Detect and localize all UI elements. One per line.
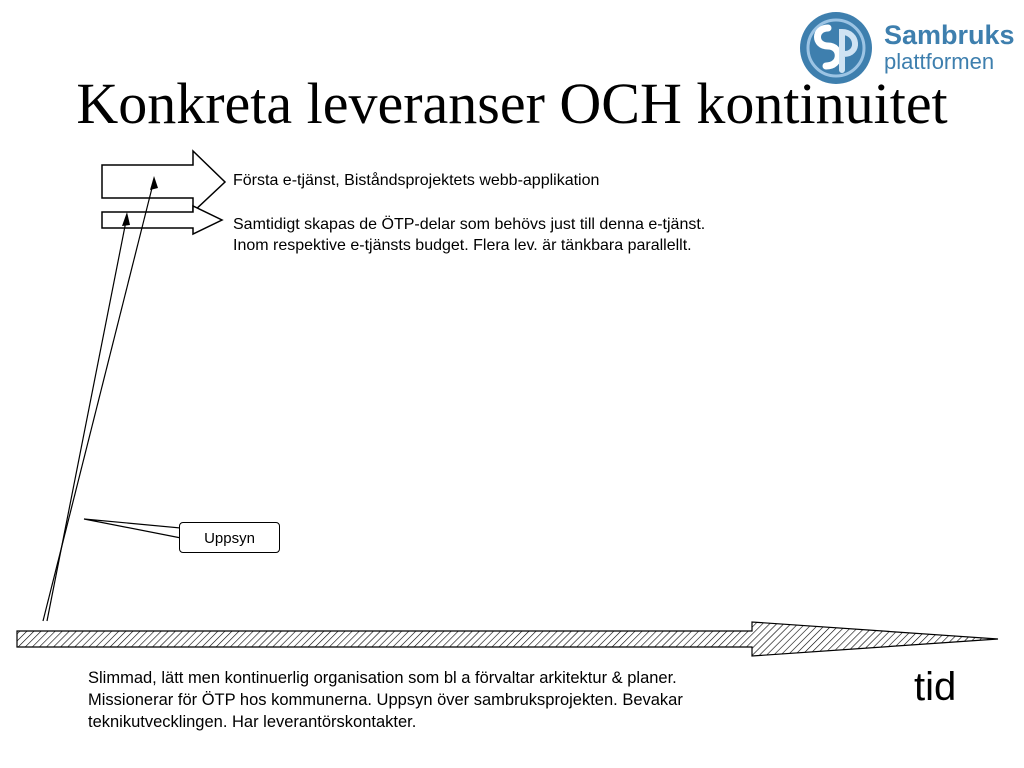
timeline-arrow	[17, 622, 998, 656]
block-arrow-first-service	[102, 151, 225, 212]
otp-parts-line-2: Inom respektive e-tjänsts budget. Flera lev. är tänkbara parallellt.	[233, 237, 692, 254]
callout-pointer	[84, 519, 181, 538]
timeline-label: tid	[914, 665, 957, 709]
slide-title: Konkreta leveranser OCH kontinuitet	[76, 71, 948, 136]
organisation-description: Slimmad, lätt men kontinuerlig organisation som bl a förvaltar arkitektur & planer. Missionerar för ÖTP hos kommunerna. Uppsyn över sambruksprojekten. Bevakar teknikutvecklingen. Har leverantörskontakter.	[88, 669, 683, 731]
first-service-text: Första e-tjänst, Biståndsprojektets webb-applikation	[233, 172, 600, 189]
uppsyn-callout: Uppsyn	[179, 522, 280, 553]
otp-parts-line-1: Samtidigt skapas de ÖTP-delar som behövs just till denna e-tjänst.	[233, 216, 706, 233]
logo-text-plattformen: plattformen	[884, 49, 995, 74]
otp-parts-text	[233, 214, 705, 256]
block-arrow-otp-parts	[102, 206, 222, 234]
logo-text-sambruks: Sambruks	[884, 20, 1015, 50]
connector-line-second	[47, 216, 127, 621]
